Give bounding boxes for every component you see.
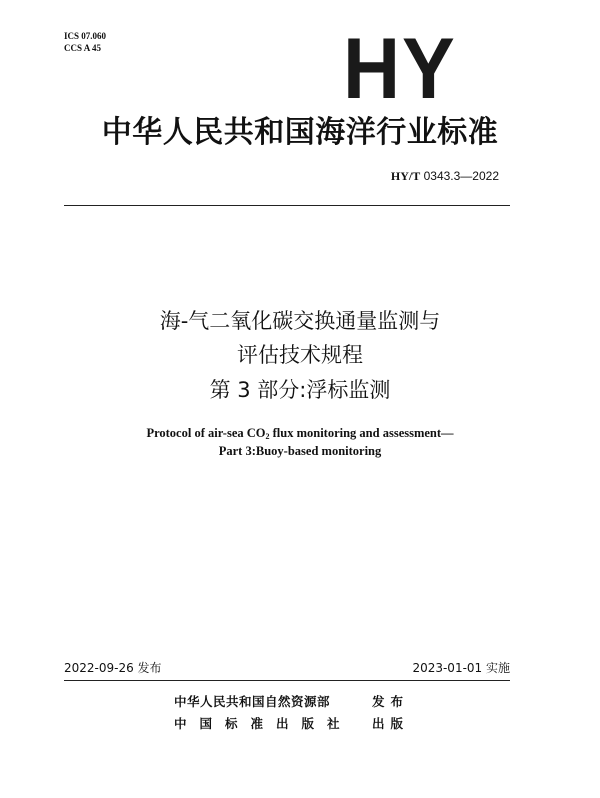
standard-number-rest: 0343.3—2022 (420, 169, 499, 183)
publisher-action: 出版 (372, 716, 410, 731)
standard-number (391, 169, 499, 183)
implementation-date: 2023-01-01 实施 (412, 661, 510, 675)
chinese-title-line-1: 海-气二氧化碳交换通量监测与 (159, 309, 441, 333)
standard-number-prefix: HY/T (390, 169, 421, 183)
chinese-title-line-3: 第 3 部分:浮标监测 (209, 378, 391, 402)
bottom-divider (64, 680, 510, 681)
issuer-name: 中华人民共和国自然资源部 (174, 694, 331, 709)
ccs-code: CCS A 45 (64, 43, 102, 53)
english-title-line-2: Part 3:Buoy-based monitoring (218, 444, 382, 458)
issuer-action: 发布 (372, 694, 410, 709)
hy-logo: HY (343, 21, 457, 117)
english-title-line-1 (0, 425, 600, 441)
english-title-part-b: flux monitoring and assessment— (269, 426, 454, 440)
chinese-title-line-2: 评估技术规程 (237, 343, 363, 367)
top-divider (64, 205, 510, 206)
publisher-name: 中国标准出版社 (174, 716, 353, 731)
english-title-subscript: 2 (265, 432, 270, 441)
english-title-part-a: Protocol of air-sea CO (146, 426, 266, 440)
ics-code: ICS 07.060 (64, 31, 107, 41)
standard-category-title: 中华人民共和国海洋行业标准 (101, 115, 499, 150)
issue-date: 2022-09-26 发布 (64, 661, 162, 675)
